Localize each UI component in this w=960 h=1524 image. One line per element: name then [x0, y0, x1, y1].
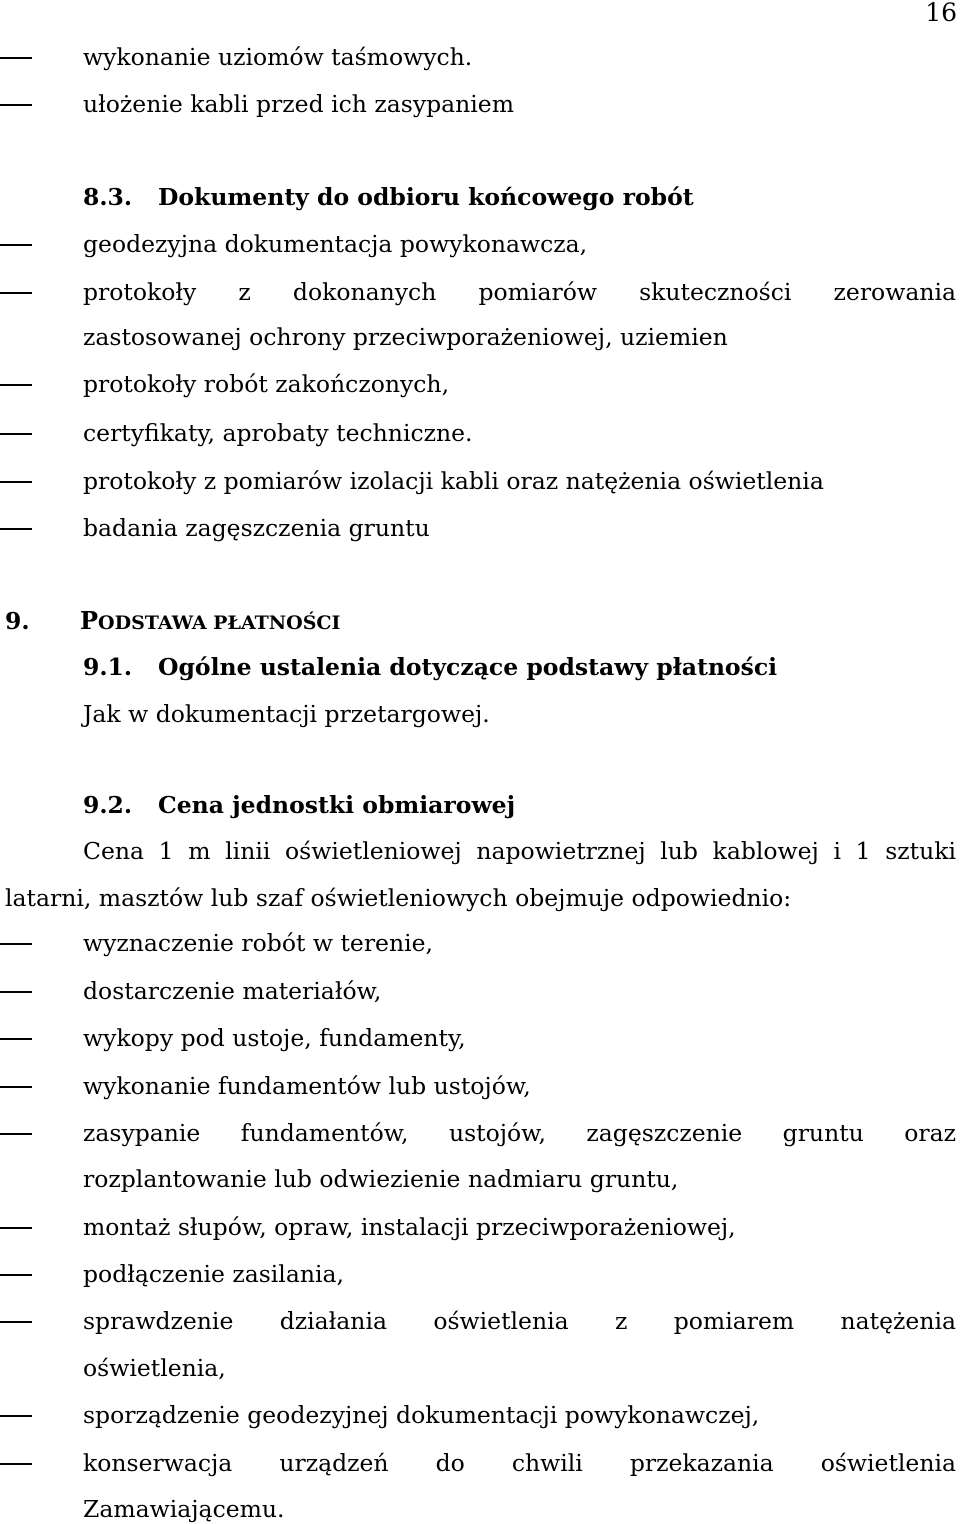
dash-bullet: [0, 1086, 32, 1088]
list-item-text: protokoły z pomiarów izolacji kabli oraz natężenia oświetlenia: [83, 467, 824, 495]
dash-bullet: [0, 384, 32, 386]
paragraph-text: Cena 1 m linii oświetleniowej napowietrznej lub kablowej i 1 sztuki: [83, 837, 956, 865]
dash-bullet: [0, 943, 32, 945]
dash-bullet: [0, 433, 32, 435]
section-title: Dokumenty do odbioru końcowego robót: [158, 183, 694, 211]
dash-bullet: [0, 1274, 32, 1276]
section-title: Ogólne ustalenia dotyczące podstawy płatności: [158, 653, 778, 681]
dash-bullet: [0, 1227, 32, 1229]
dash-bullet: [0, 292, 32, 294]
list-item-text: protokoły z dokonanych pomiarów skuteczności zerowania: [83, 278, 956, 306]
dash-bullet: [0, 1415, 32, 1417]
list-item-text: zastosowanej ochrony przeciwporażeniowej, uziemien: [83, 323, 728, 351]
list-item-text: sporządzenie geodezyjnej dokumentacji powykonawczej,: [83, 1401, 760, 1429]
dash-bullet: [0, 1038, 32, 1040]
dash-bullet: [0, 104, 32, 106]
list-item-text: wyznaczenie robót w terenie,: [83, 929, 433, 957]
list-item-text: certyfikaty, aprobaty techniczne.: [83, 419, 473, 447]
list-item-text: sprawdzenie działania oświetlenia z pomiarem natężenia: [83, 1307, 956, 1335]
dash-bullet: [0, 244, 32, 246]
dash-bullet: [0, 528, 32, 530]
list-item-text: podłączenie zasilania,: [83, 1260, 344, 1288]
list-item-text: wykonanie uziomów taśmowych.: [83, 43, 473, 71]
dash-bullet: [0, 481, 32, 483]
dash-bullet: [0, 1321, 32, 1323]
dash-bullet: [0, 991, 32, 993]
list-item-text: oświetlenia,: [83, 1354, 226, 1382]
section-title: Cena jednostki obmiarowej: [158, 791, 516, 819]
list-item-text: wykonanie fundamentów lub ustojów,: [83, 1072, 531, 1100]
page-number: 16: [925, 0, 957, 27]
section-number: 9.2.: [83, 791, 133, 819]
list-item-text: ułożenie kabli przed ich zasypaniem: [83, 90, 514, 118]
list-item-text: dostarczenie materiałów,: [83, 977, 382, 1005]
list-item-text: rozplantowanie lub odwiezienie nadmiaru gruntu,: [83, 1165, 679, 1193]
section-number: 8.3.: [83, 183, 133, 211]
list-item-text: wykopy pod ustoje, fundamenty,: [83, 1024, 466, 1052]
section-title: PODSTAWA PŁATNOŚCI: [80, 606, 341, 635]
paragraph-text: Jak w dokumentacji przetargowej.: [83, 700, 490, 728]
dash-bullet: [0, 57, 32, 59]
section-number: 9.: [5, 607, 30, 635]
list-item-text: konserwacja urządzeń do chwili przekazania oświetlenia: [83, 1449, 956, 1477]
list-item-text: Zamawiającemu.: [83, 1495, 285, 1523]
list-item-text: badania zagęszczenia gruntu: [83, 514, 430, 542]
section-number: 9.1.: [83, 653, 133, 681]
dash-bullet: [0, 1133, 32, 1135]
list-item-text: protokoły robót zakończonych,: [83, 370, 450, 398]
list-item-text: montaż słupów, opraw, instalacji przeciwporażeniowej,: [83, 1213, 736, 1241]
dash-bullet: [0, 1463, 32, 1465]
paragraph-text: latarni, masztów lub szaf oświetleniowych obejmuje odpowiednio:: [5, 884, 792, 912]
list-item-text: zasypanie fundamentów, ustojów, zagęszczenie gruntu oraz: [83, 1119, 956, 1147]
list-item-text: geodezyjna dokumentacja powykonawcza,: [83, 230, 588, 258]
